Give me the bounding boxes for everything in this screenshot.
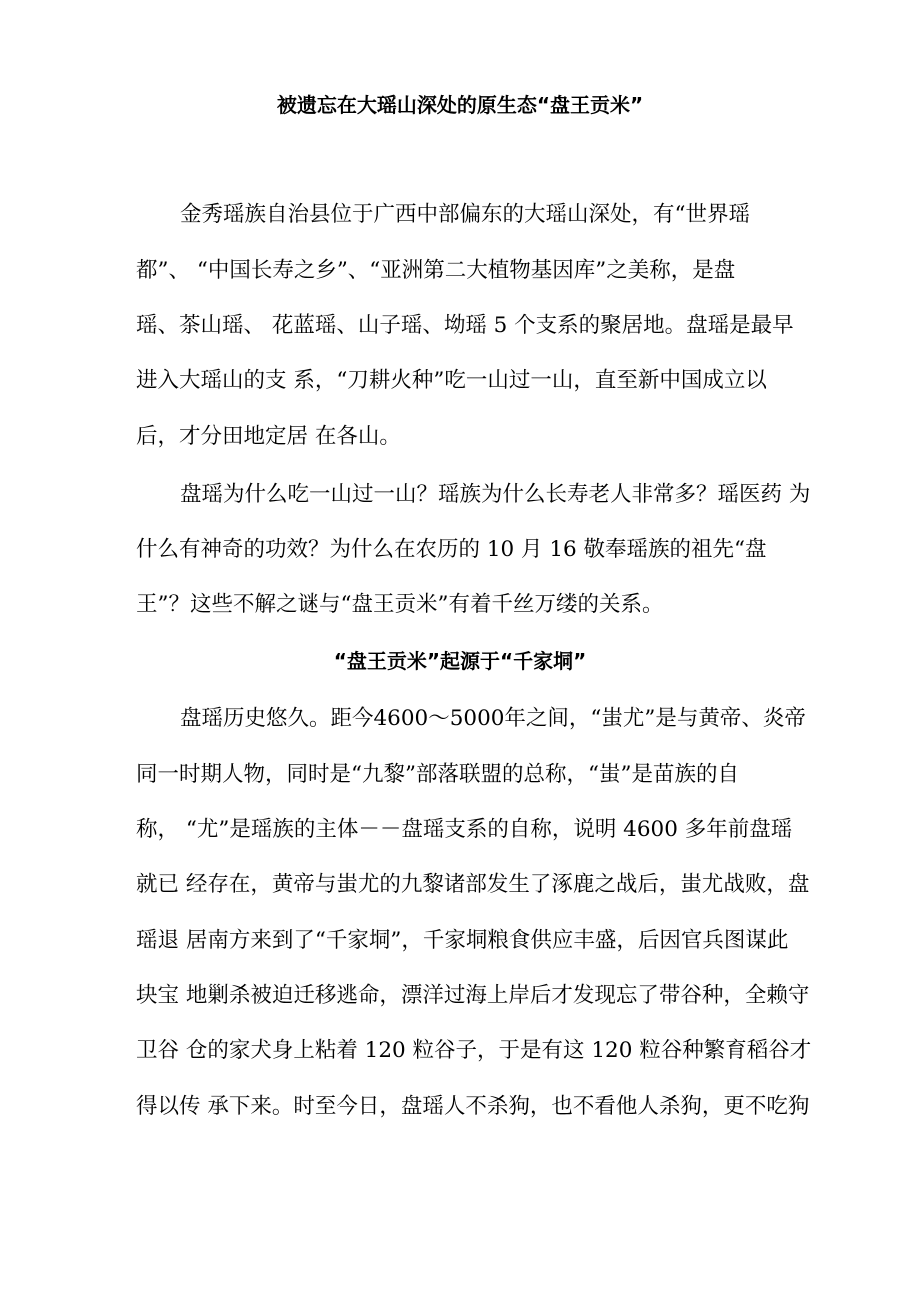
text-line: 什么有神奇的功效？为什么在农历的 10 月 16 敬奉瑶族的祖先“盘 — [136, 537, 767, 562]
text-line: 称， “尤”是瑶族的主体－－盘瑶支系的自称，说明 4600 多年前盘瑶 — [136, 817, 793, 842]
text-line: 同一时期人物，同时是“九黎”部落联盟的总称，“蚩”是苗族的自 — [136, 762, 739, 787]
section-title: “盘王贡米”起源于“千家垌” — [333, 649, 587, 673]
text-line: 卫谷 仓的家犬身上粘着 120 粒谷子，于是有这 120 粒谷种繁育稻谷才 — [136, 1038, 812, 1063]
text-line: 盘瑶历史悠久。距今4600～5000年之间，“蚩尤”是与黄帝、炎帝 — [180, 706, 806, 731]
text-line: 块宝 地剿杀被迫迁移逃命，漂洋过海上岸后才发现忘了带谷种，全赖守 — [136, 983, 810, 1008]
text-line: 金秀瑶族自治县位于广西中部偏东的大瑶山深处，有“世界瑶 — [180, 202, 750, 227]
text-line: 进入大瑶山的支 系，“刀耕火种”吃一山过一山，直至新中国成立以 — [136, 368, 767, 393]
text-line: 得以传 承下来。时至今日，盘瑶人不杀狗，也不看他人杀狗，更不吃狗 — [136, 1094, 810, 1119]
text-line: 瑶、茶山瑶、 花蓝瑶、山子瑶、坳瑶 5 个支系的聚居地。盘瑶是最早 — [136, 313, 794, 338]
text-line: 王”？这些不解之谜与“盘王贡米”有着千丝万缕的关系。 — [136, 592, 664, 617]
text-line: 后，才分田地定居 在各山。 — [136, 424, 401, 449]
text-line: 就已 经存在，黄帝与蚩尤的九黎诸部发生了涿鹿之战后，蚩尤战败，盘 — [136, 872, 810, 897]
text-line: 盘瑶为什么吃一山过一山？瑶族为什么长寿老人非常多？瑶医药 为 — [180, 482, 811, 507]
text-line: 都”、 “中国长寿之乡”、“亚洲第二大植物基因库”之美称，是盘 — [136, 258, 736, 283]
text-line: 瑶退 居南方来到了“千家垌”，千家垌粮食供应丰盛，后因官兵图谋此 — [136, 928, 789, 953]
document-title: 被遗忘在大瑶山深处的原生态“盘王贡米” — [276, 93, 644, 117]
